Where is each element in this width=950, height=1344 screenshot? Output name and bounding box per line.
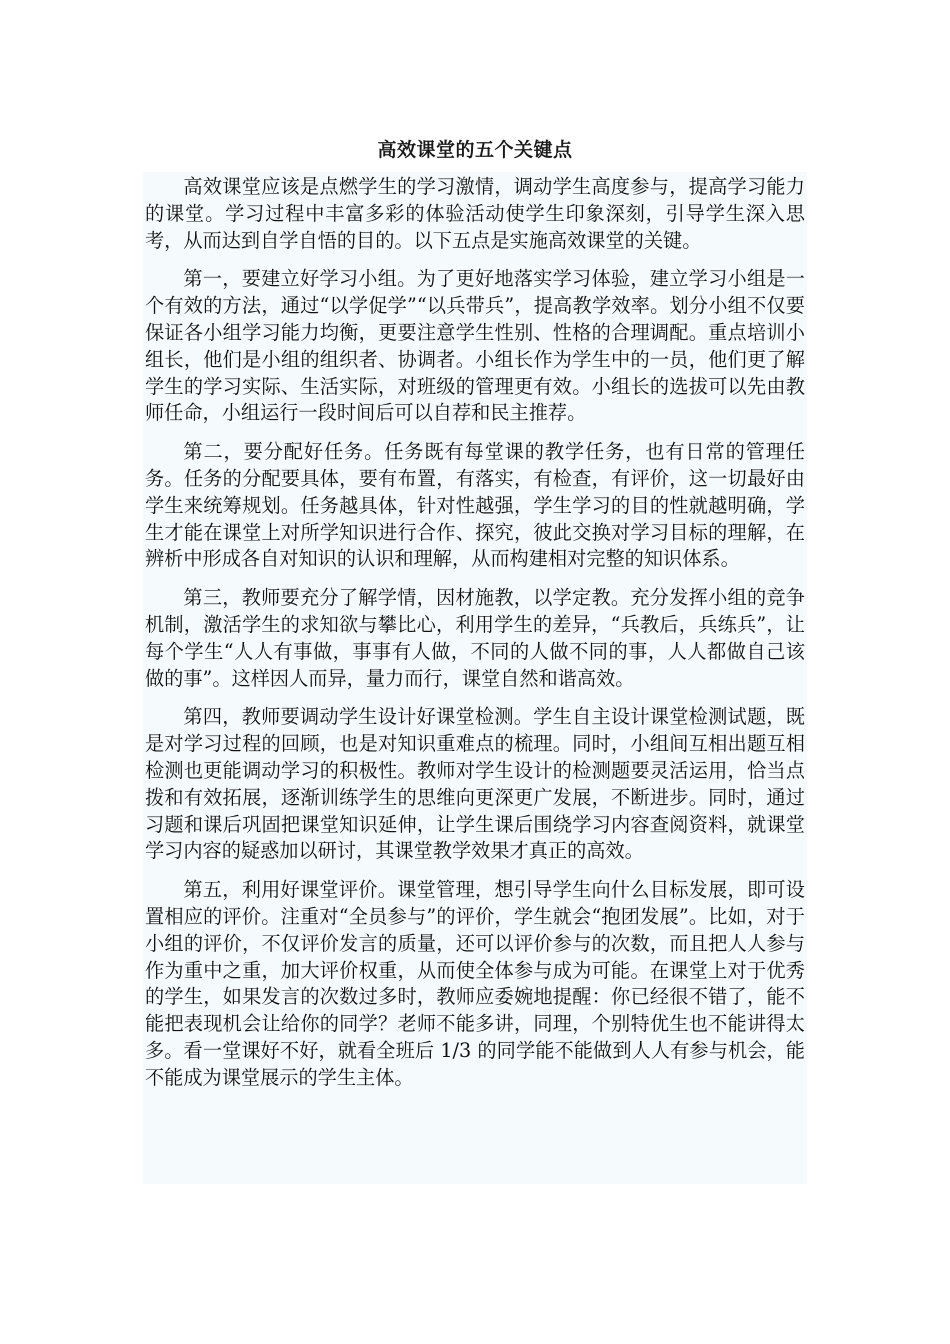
paragraph-point-3: 第三，教师要充分了解学情，因材施教，以学定教。充分发挥小组的竞争机制，激活学生的求知欲与攀比心，利用学生的差异，“兵教后，兵练兵”，让每个学生“人人有事做，事事有人做，不同的人做不同的事，人人都做自己该做的事”。这样因人而异，量力而行，课堂自然和谐高效。 <box>145 586 805 690</box>
document-body <box>143 172 807 1184</box>
document-title: 高效课堂的五个关键点 <box>377 139 573 161</box>
paragraph-point-1: 第一，要建立好学习小组。为了更好地落实学习体验，建立学习小组是一个有效的方法，通过“以学促学”“以兵带兵”，提高教学效率。划分小组不仅要保证各小组学习能力均衡，更要注意学生性别、性格的合理调配。重点培训小组长，他们是小组的组织者、协调者。小组长作为学生中的一员，他们更了解学生的学习实际、生活实际，对班级的管理更有效。小组长的选拔可以先由教师任命，小组运行一段时间后可以自荐和民主推荐。 <box>145 267 805 425</box>
paragraph-point-4: 第四，教师要调动学生设计好课堂检测。学生自主设计课堂检测试题，既是对学习过程的回顾，也是对知识重难点的梳理。同时，小组间互相出题互相检测也更能调动学习的积极性。教师对学生设计的检测题要灵活运用，恰当点拨和有效拓展，逐渐训练学生的思维向更深更广发展，不断进步。同时，通过习题和课后巩固把课堂知识延伸，让学生课后围绕学习内容查阅资料，就课堂学习内容的疑惑加以研讨，其课堂教学效果才真正的高效。 <box>145 705 805 863</box>
paragraph-point-5: 第五，利用好课堂评价。课堂管理，想引导学生向什么目标发展，即可设置相应的评价。注重对“全员参与”的评价，学生就会“抱团发展”。比如，对于小组的评价，不仅评价发言的质量，还可以评价参与的次数，而且把人人参与作为重中之重，加大评价权重，从而使全体参与成为可能。在课堂上对于优秀的学生，如果发言的次数过多时，教师应委婉地提醒：你已经很不错了，能不能把表现机会让给你的同学？老师不能多讲，同理，个别特优生也不能讲得太多。看一堂课好不好，就看全班后 1/3 的同学能不能做到人人有参与机会，能不能成为课堂展示的学生主体。 <box>145 878 805 1089</box>
paragraph-intro: 高效课堂应该是点燃学生的学习激情，调动学生高度参与，提高学习能力的课堂。学习过程中丰富多彩的体验活动使学生印象深刻，引导学生深入思考，从而达到自学自悟的目的。以下五点是实施高效课堂的关键。 <box>145 175 805 252</box>
paragraph-point-2: 第二，要分配好任务。任务既有每堂课的教学任务，也有日常的管理任务。任务的分配要具体，要有布置，有落实，有检查，有评价，这一切最好由学生来统筹规划。任务越具体，针对性越强，学生学习的目的性就越明确，学生才能在课堂上对所学知识进行合作、探究，彼此交换对学习目标的理解，在辨析中形成各自对知识的认识和理解，从而构建相对完整的知识体系。 <box>145 440 805 571</box>
